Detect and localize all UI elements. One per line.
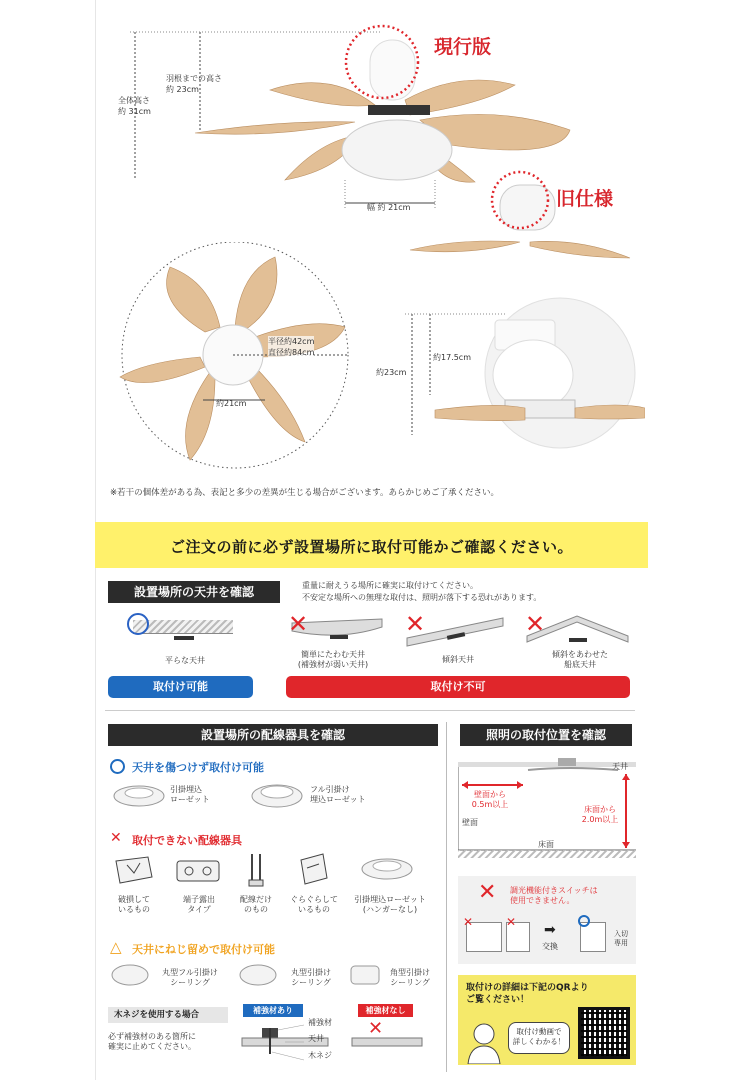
ceiling-desc-2: 不安定な場所への無理な取付は、照明が落下する恐れがあります。 <box>302 593 542 602</box>
wiring-screw-item: 丸型引掛け シーリング <box>291 968 331 987</box>
broken-fixture-icon <box>112 855 154 885</box>
radius-label: 半径約42cm <box>268 337 315 346</box>
ng-x-icon: ✕ <box>110 830 122 846</box>
ceiling-desc-1: 重量に耐えうる場所に確実に取付けてください。 <box>302 581 478 590</box>
wall-label: 壁面 <box>462 818 478 827</box>
wood-screw-label: 木ネジ <box>308 1051 332 1060</box>
no-reinforcement-graphic <box>350 1020 425 1060</box>
exchange-label: 交換 <box>542 942 558 951</box>
wiring-screw-item: 角型引掛け シーリング <box>390 968 430 987</box>
side-body-label: 約17.5cm <box>433 353 472 362</box>
speech-bubble: 取付け動画で 詳しくわかる！ <box>508 1022 570 1054</box>
diameter-label: 直径約84cm <box>268 348 315 357</box>
round-full-ceiling-icon <box>110 962 150 988</box>
confirm-banner <box>95 522 648 568</box>
section-divider <box>105 710 635 711</box>
wiring-screw-item: 丸型フル引掛け シーリング <box>162 968 218 987</box>
round-ceiling-icon <box>238 962 278 988</box>
wiring-ng-item: 破損して いるもの <box>118 895 150 914</box>
arrow-right-icon: ➡ <box>544 922 556 938</box>
fan-main-illustration <box>120 10 640 280</box>
ng-x-icon: ✕ <box>288 610 309 638</box>
qr-code[interactable] <box>578 1007 630 1059</box>
ceiling-item-label: 傾斜天井 <box>442 655 474 664</box>
wiring-ng-item: 端子露出 タイプ <box>183 895 215 914</box>
column-divider <box>446 722 447 1072</box>
ok-pill: 取付け可能 <box>108 676 253 698</box>
wiring-ok-item: フル引掛け 埋込ローゼット <box>310 785 366 804</box>
wood-screw-note: 必ず補強材のある箇所に 確実に止めてください。 <box>108 1032 196 1051</box>
ng-x-icon: ✕ <box>368 1018 384 1039</box>
wiring-ok-title: 天井を傷つけず取付け可能 <box>132 761 264 774</box>
ok-circle-icon <box>127 613 149 635</box>
fan-side-view <box>395 290 645 470</box>
reinforcement-label: 補強材 <box>308 1018 332 1027</box>
wiring-ng-item: 配線だけ のもの <box>240 895 272 914</box>
fan-top-view <box>115 242 365 472</box>
ng-x-icon: ✕ <box>506 915 517 929</box>
ceiling-item-label: 平らな天井 <box>165 656 205 665</box>
floor-distance-label: 床面から 2.0m以上 <box>581 805 619 824</box>
total-height-label: 全体高さ 約 31cm <box>118 96 151 116</box>
position-header: 照明の取付位置を確認 <box>460 724 632 746</box>
fixture-icon <box>174 636 194 640</box>
ng-x-icon: ✕ <box>463 915 474 929</box>
ok-circle-icon <box>110 759 125 774</box>
blade-height-label: 羽根までの高さ 約 23cm <box>166 74 222 94</box>
exposed-terminal-icon <box>175 858 221 884</box>
width-label: 幅 約 21cm <box>367 203 411 212</box>
person-illustration <box>462 1020 507 1064</box>
confirm-banner-text: ご注文の前に必ず設置場所に取付可能かご確認ください。 <box>169 538 573 556</box>
wire-only-icon <box>245 852 267 888</box>
wiring-screw-title: 天井にねじ留めで取付け可能 <box>132 943 275 956</box>
body-width-label: 約21cm <box>216 399 247 408</box>
loose-fixture-icon <box>295 850 331 888</box>
wood-screw-tag: 木ネジを使用する場合 <box>108 1007 228 1023</box>
side-total-label: 約23cm <box>376 368 407 377</box>
no-reinforced-tag: 補強材なし <box>358 1004 413 1017</box>
switch-note: 調光機能付きスイッチは 使用できません。 <box>510 886 598 905</box>
ceiling-item-label: 簡単にたわむ天井 (補強材が弱い天井) <box>297 650 369 669</box>
wiring-ng-item: ぐらぐらして いるもの <box>290 895 338 914</box>
rosette-icon <box>112 782 167 810</box>
qr-title: 取付けの詳細は下記のQRより ご覧ください！ <box>466 983 589 1006</box>
reinforced-tag: 補強材あり <box>243 1004 303 1017</box>
wiring-ok-item: 引掛埋込 ローゼット <box>170 785 210 804</box>
ceiling-item-label: 傾斜をあわせた 船底天井 <box>552 650 608 669</box>
rosette-no-hanger-icon <box>360 855 415 883</box>
current-version-label: 現行版 <box>434 36 492 58</box>
wiring-header: 設置場所の配線器具を確認 <box>108 724 438 746</box>
full-rosette-icon <box>250 780 305 810</box>
ok-circle-icon <box>578 915 590 927</box>
ng-x-icon: ✕ <box>525 610 546 638</box>
wall-distance-label: 壁面から 0.5m以上 <box>471 790 509 809</box>
floor-label: 床面 <box>538 840 554 849</box>
disclaimer-note: ※若干の個体差がある為、表記と多少の差異が生じる場合がございます。あらかじめご了承ください。 <box>110 488 499 498</box>
ng-x-icon: ✕ <box>478 880 497 905</box>
ceiling-check-header: 設置場所の天井を確認 <box>108 581 280 603</box>
ceiling-label: 天井 <box>308 1034 324 1043</box>
ng-x-icon: ✕ <box>405 610 426 638</box>
ng-pill: 取付け不可 <box>286 676 630 698</box>
old-version-label: 旧仕様 <box>556 188 614 210</box>
wiring-ng-title: 取付できない配線器具 <box>132 834 242 847</box>
position-ceiling-label: 天井 <box>612 762 628 771</box>
caution-triangle-icon: △ <box>110 938 122 956</box>
wiring-ng-item: 引掛埋込ローゼット (ハンガーなし) <box>354 895 426 914</box>
square-ceiling-icon <box>348 962 382 988</box>
onoff-label: 入切 専用 <box>614 930 628 947</box>
